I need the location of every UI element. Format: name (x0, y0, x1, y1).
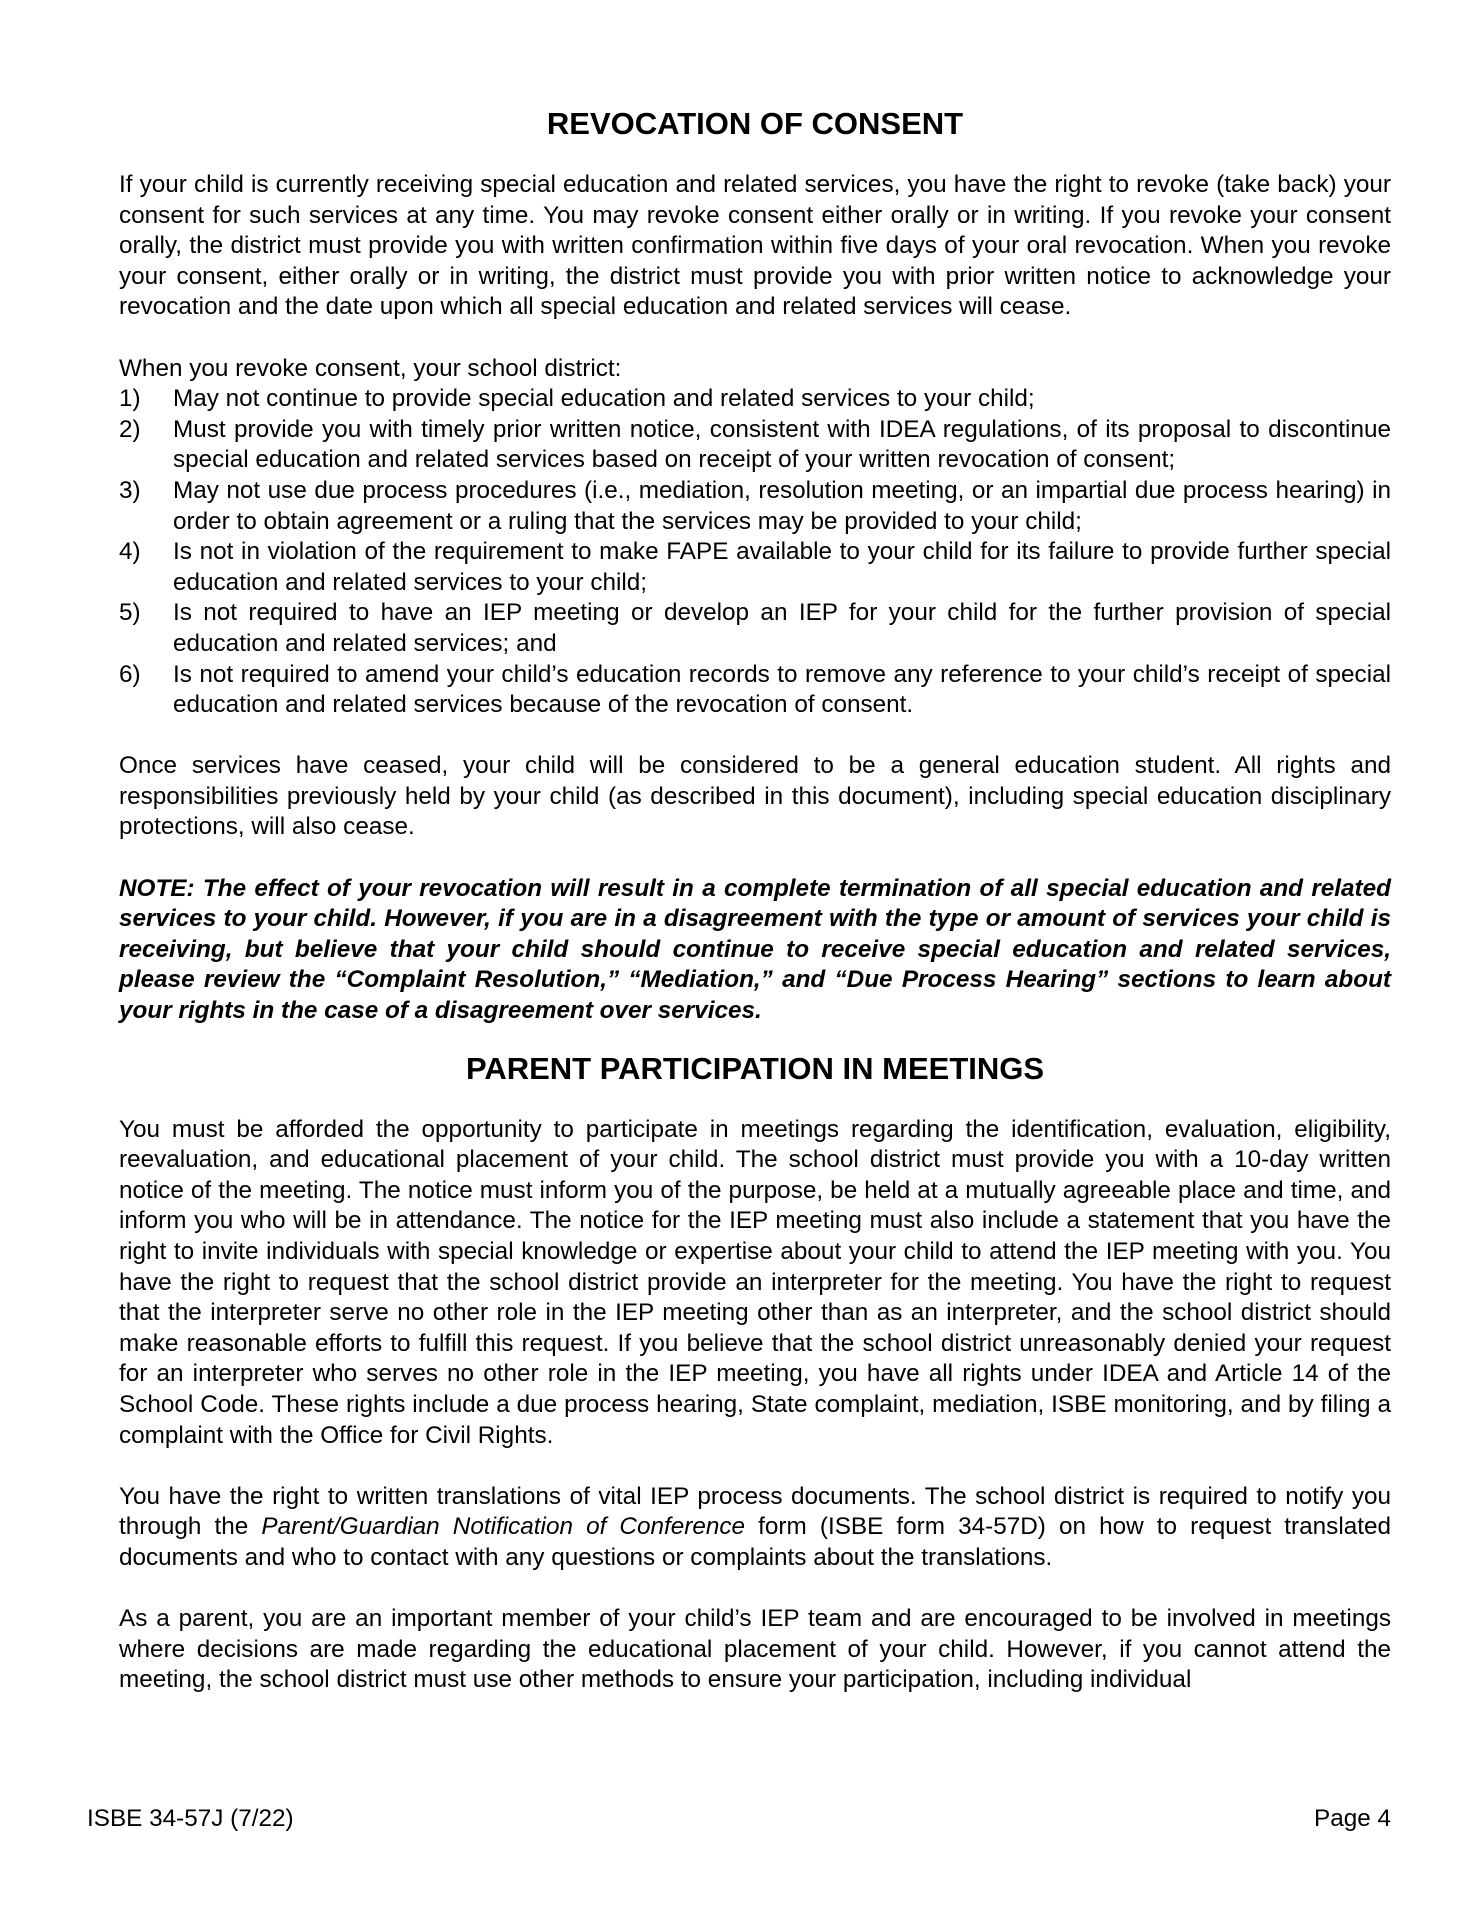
list-item (119, 598, 1391, 659)
page-content (119, 104, 1391, 1696)
section-title-parent-participation: PARENT PARTICIPATION IN MEETINGS (465, 1050, 1045, 1086)
list-item (119, 660, 1391, 721)
form-title-reference: Parent/Guardian Notification of Conference (261, 1513, 746, 1541)
revocation-paragraph-2: Once services have ceased, your child will be considered to be a general education student. All rights and responsibilities previously held by your child (as described in this document), including special education disciplinary protections, will also cease. (119, 752, 1391, 841)
revocation-paragraph-1: If your child is currently receiving special education and related services, you have the right to revoke (take back) your consent for such services at any time. You may revoke consent either orally or in writing. If you revoke your consent orally, the district must provide you with written confirmation within five days of your oral revocation. When you revoke your consent, either orally or in writing, the district must provide you with prior written notice to acknowledge your revocation and the date upon which all special education and related services will cease. (119, 171, 1391, 321)
list-item-number: 2) (119, 415, 141, 443)
revocation-note: NOTE: The effect of your revocation will result in a complete termination of all special education and related services to your child. However, if you are in a disagreement with the type or amount of services your child is receiving, but believe that your child should continue to receive special education and related services, please review the “Complaint Resolution,” “Mediation,” and “Due Process Hearing” sections to learn about your rights in the case of a disagreement over services. (119, 874, 1391, 1025)
participation-paragraph-2-end: form (ISBE form 34-57D) on how to request translated documents and who to contact with any questions or complaints about the translations. (119, 1513, 1392, 1571)
list-item-text: May not continue to provide special education and related services to your child; (173, 385, 1035, 413)
page-number: Page 4 (1313, 1805, 1391, 1832)
participation-paragraph-1: You must be afforded the opportunity to participate in meetings regarding the identification, evaluation, eligibility, reevaluation, and educational placement of your child. The school district must provide you with a 10-day written notice of the meeting. The notice must inform you of the purpose, be held at a mutually agreeable place and time, and inform you who will be in attendance. The notice for the IEP meeting must also include a statement that you have the right to invite individuals with special knowledge or expertise about your child to attend the IEP meeting with you. You have the right to request that the school district provide an interpreter for the meeting. You have the right to request that the interpreter serve no other role in the IEP meeting other than as an interpreter, and the school district should make reasonable efforts to fulfill this request. If you believe that the school district unreasonably denied your request for an interpreter who serves no other role in the IEP meeting, you have all rights under IDEA and Article 14 of the School Code. These rights include a due process hearing, State complaint, mediation, ISBE monitoring, and by filing a complaint with the Office for Civil Rights. (119, 1115, 1391, 1449)
list-item-text: Is not in violation of the requirement to make FAPE available to your child for its failure to provide further special education and related services to your child; (173, 538, 1391, 596)
list-item-number: 1) (119, 385, 141, 413)
list-item (119, 476, 1391, 537)
list-item-text: May not use due process procedures (i.e., mediation, resolution meeting, or an impartial due process hearing) in order to obtain agreement or a ruling that the services may be provided to your child; (173, 476, 1391, 535)
revocation-list (119, 384, 1391, 721)
list-item-number: 5) (119, 599, 141, 627)
list-item-text: Is not required to have an IEP meeting or develop an IEP for your child for the further provision of special education and related services; and (173, 599, 1391, 657)
list-item-number: 4) (119, 538, 141, 566)
list-item (119, 537, 1391, 598)
list-item (119, 384, 1391, 415)
list-item (119, 415, 1391, 476)
list-item-text: Must provide you with timely prior written notice, consistent with IDEA regulations, of its proposal to discontinue special education and related services based on receipt of your written revocation of consent; (173, 415, 1391, 474)
revocation-list-intro: When you revoke consent, your school district: (119, 354, 622, 382)
participation-paragraph-2 (119, 1482, 1391, 1574)
list-item-number: 6) (119, 660, 141, 688)
section-title-revocation: REVOCATION OF CONSENT (546, 106, 964, 141)
participation-paragraph-2-start: You have the right to written translations of vital IEP process documents. The school district is required to notify you through the (119, 1482, 1391, 1541)
form-id: ISBE 34-57J (7/22) (87, 1805, 294, 1832)
participation-paragraph-3: As a parent, you are an important member of your child’s IEP team and are encouraged to be involved in meetings where decisions are made regarding the educational placement of your child. However, if you cannot attend the meeting, the school district must use other methods to ensure your participation, including individual (119, 1605, 1391, 1694)
list-item-number: 3) (119, 476, 141, 504)
list-item-text: Is not required to amend your child’s education records to remove any reference to your child’s receipt of special education and related services because of the revocation of consent. (173, 660, 1391, 719)
